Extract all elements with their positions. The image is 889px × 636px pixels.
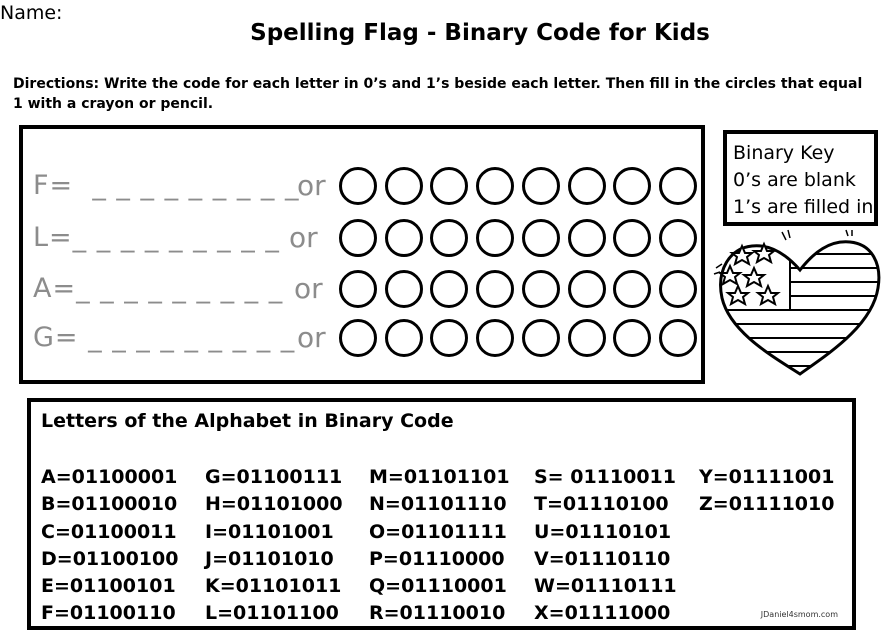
binary-key-one: 1’s are filled in bbox=[733, 196, 874, 218]
alphabet-entry: V=01110110 bbox=[534, 547, 671, 570]
answer-circle[interactable] bbox=[339, 319, 377, 357]
answer-circle[interactable] bbox=[568, 270, 606, 308]
answer-circle[interactable] bbox=[339, 219, 377, 257]
letter-g-blank[interactable]: G= _ _ _ _ _ _ _ _ _ bbox=[33, 322, 296, 353]
alphabet-entry: G=01100111 bbox=[205, 466, 343, 488]
page-title: Spelling Flag - Binary Code for Kids bbox=[250, 20, 710, 46]
letter-f-blank[interactable]: F= _ _ _ _ _ _ _ _ _ bbox=[33, 170, 300, 201]
answer-circle[interactable] bbox=[522, 167, 560, 205]
answer-circle[interactable] bbox=[568, 167, 606, 205]
answer-circle[interactable] bbox=[613, 167, 651, 205]
alphabet-entry: E=01100101 bbox=[41, 575, 176, 598]
alphabet-entry: Z=01111010 bbox=[699, 493, 835, 516]
answer-circle[interactable] bbox=[385, 270, 423, 308]
alphabet-entry: U=01110101 bbox=[534, 520, 672, 543]
answer-circle[interactable] bbox=[385, 167, 423, 205]
answer-circle[interactable] bbox=[522, 270, 560, 308]
answer-circle[interactable] bbox=[613, 270, 651, 308]
letter-row-l bbox=[33, 219, 693, 263]
code-worksheet-box bbox=[19, 125, 705, 384]
alphabet-entry: M=01101101 bbox=[369, 466, 510, 488]
letter-l-blank[interactable]: L=_ _ _ _ _ _ _ _ _ bbox=[33, 222, 280, 253]
alphabet-entry: F=01100110 bbox=[41, 602, 176, 625]
answer-circle[interactable] bbox=[613, 319, 651, 357]
letter-row-f bbox=[33, 167, 693, 211]
binary-key-zero: 0’s are blank bbox=[733, 169, 856, 191]
answer-circle[interactable] bbox=[476, 319, 514, 357]
answer-circle[interactable] bbox=[385, 319, 423, 357]
alphabet-entry: J=01101010 bbox=[205, 547, 334, 570]
alphabet-entry: Y=01111001 bbox=[699, 466, 835, 488]
alphabet-entry: H=01101000 bbox=[205, 493, 343, 516]
answer-circle[interactable] bbox=[522, 319, 560, 357]
answer-circle[interactable] bbox=[659, 219, 697, 257]
alphabet-binary-box bbox=[27, 398, 856, 630]
alphabet-column-5 bbox=[699, 464, 834, 519]
alphabet-entry: O=01101111 bbox=[369, 520, 507, 543]
answer-circle[interactable] bbox=[659, 319, 697, 357]
answer-circle[interactable] bbox=[568, 219, 606, 257]
or-label: or bbox=[297, 169, 326, 202]
alphabet-entry: W=01110111 bbox=[534, 575, 677, 598]
alphabet-entry: L=01101100 bbox=[205, 602, 339, 625]
alphabet-column-2 bbox=[205, 464, 343, 628]
answer-circle[interactable] bbox=[568, 319, 606, 357]
directions-text: Directions: Write the code for each letter in 0’s and 1’s beside each letter. Then fill in the circles that equal 1 with a crayon or pencil. bbox=[13, 76, 863, 112]
alphabet-entry: C=01100011 bbox=[41, 520, 177, 543]
alphabet-entry: A=01100001 bbox=[41, 466, 178, 488]
alphabet-entry: Q=01110001 bbox=[369, 575, 507, 598]
alphabet-entry: B=01100010 bbox=[41, 493, 178, 516]
letter-row-a bbox=[33, 270, 693, 314]
alphabet-entry: S= 01110011 bbox=[534, 466, 676, 488]
alphabet-column-4 bbox=[534, 464, 677, 628]
flag-heart-icon bbox=[712, 228, 887, 378]
binary-key-box bbox=[723, 130, 878, 226]
alphabet-entry: P=01110000 bbox=[369, 547, 505, 570]
alphabet-entry: D=01100100 bbox=[41, 547, 179, 570]
alphabet-entry: R=01110010 bbox=[369, 602, 506, 625]
answer-circle[interactable] bbox=[522, 219, 560, 257]
alphabet-entry: T=01110100 bbox=[534, 493, 669, 516]
answer-circle[interactable] bbox=[339, 167, 377, 205]
answer-circle[interactable] bbox=[613, 219, 651, 257]
alphabet-entry: I=01101001 bbox=[205, 520, 334, 543]
alphabet-column-3 bbox=[369, 464, 510, 628]
answer-circle[interactable] bbox=[430, 219, 468, 257]
alphabet-entry: N=01101110 bbox=[369, 493, 507, 516]
alphabet-column-1 bbox=[41, 464, 178, 628]
answer-circle[interactable] bbox=[430, 319, 468, 357]
answer-circle[interactable] bbox=[476, 219, 514, 257]
binary-key-title: Binary Key bbox=[733, 142, 835, 164]
answer-circle[interactable] bbox=[385, 219, 423, 257]
watermark: JDaniel4smom.com bbox=[760, 610, 838, 619]
alphabet-entry: K=01101011 bbox=[205, 575, 342, 598]
answer-circle[interactable] bbox=[430, 270, 468, 308]
answer-circle[interactable] bbox=[339, 270, 377, 308]
or-label: or bbox=[294, 272, 323, 305]
alphabet-title: Letters of the Alphabet in Binary Code bbox=[41, 410, 454, 432]
answer-circle[interactable] bbox=[659, 270, 697, 308]
answer-circle[interactable] bbox=[430, 167, 468, 205]
answer-circle[interactable] bbox=[476, 167, 514, 205]
answer-circle[interactable] bbox=[659, 167, 697, 205]
name-label: Name: bbox=[0, 2, 63, 24]
letter-row-g bbox=[33, 319, 693, 363]
alphabet-entry: X=01111000 bbox=[534, 602, 671, 625]
answer-circle[interactable] bbox=[476, 270, 514, 308]
or-label: or bbox=[289, 221, 318, 254]
or-label: or bbox=[297, 321, 326, 354]
letter-a-blank[interactable]: A=_ _ _ _ _ _ _ _ _ bbox=[33, 273, 284, 304]
